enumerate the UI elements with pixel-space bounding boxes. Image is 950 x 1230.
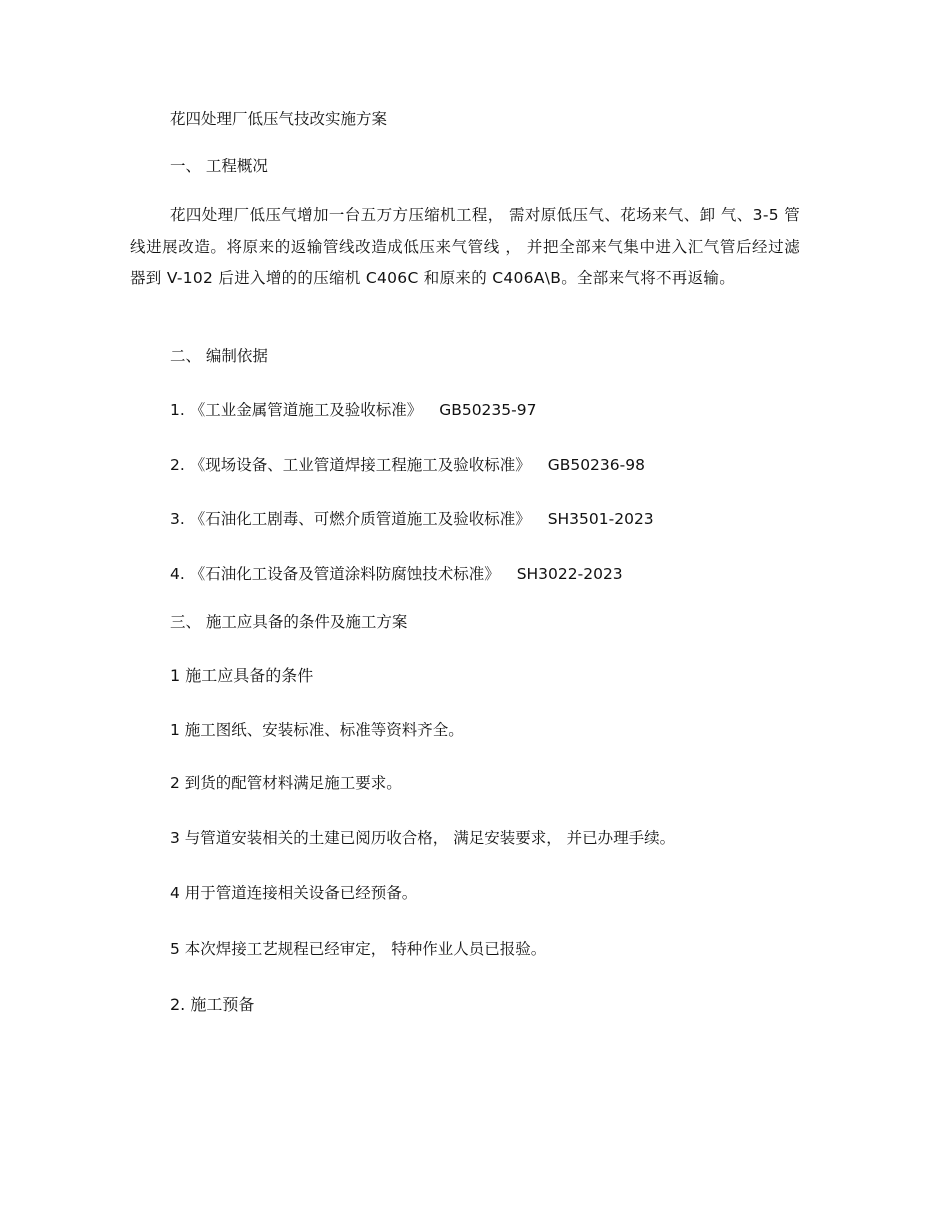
condition-item: 2 到货的配管材料满足施工要求。 — [170, 774, 402, 792]
reference-item — [170, 564, 623, 584]
document-title: 花四处理厂低压气技改实施方案 — [170, 110, 388, 128]
reference-number: 3. — [170, 510, 185, 528]
reference-item — [170, 400, 536, 420]
reference-title: 《现场设备、工业管道焊接工程施工及验收标准》 — [189, 456, 531, 474]
condition-item: 1 施工图纸、安装标准、标准等资料齐全。 — [170, 721, 464, 739]
section-heading-conditions: 三、 施工应具备的条件及施工方案 — [170, 613, 408, 631]
overview-paragraph: 花四处理厂低压气增加一台五万方压缩机工程， 需对原低压气、花场来气、卸 气、3-5 管线进展改造。将原来的返输管线改造成低压来气管线 ， 并把全部来气集中进入汇气管后经过滤器到 V-102 后进入增的的压缩机 C406C 和原来的 C406A\B。全部来气将不再返输。 — [130, 206, 800, 287]
reference-code: GB50235-97 — [439, 401, 537, 419]
reference-code: GB50236-98 — [547, 456, 645, 474]
reference-title: 《石油化工剧毒、可燃介质管道施工及验收标准》 — [189, 510, 531, 528]
condition-item: 5 本次焊接工艺规程已经审定， 特种作业人员已报验。 — [170, 940, 547, 958]
condition-item: 3 与管道安装相关的土建已阅历收合格， 满足安装要求， 并已办理手续。 — [170, 829, 676, 847]
subsection-heading: 1 施工应具备的条件 — [170, 666, 314, 685]
reference-number: 4. — [170, 565, 185, 583]
section-heading-overview: 一、 工程概况 — [170, 157, 268, 175]
reference-title: 《石油化工设备及管道涂料防腐蚀技术标准》 — [189, 565, 500, 583]
reference-item — [170, 455, 645, 475]
reference-number: 1. — [170, 401, 185, 419]
reference-number: 2. — [170, 456, 185, 474]
reference-title: 《工业金属管道施工及验收标准》 — [189, 401, 423, 419]
subsection-heading: 2. 施工预备 — [170, 995, 255, 1014]
reference-code: SH3501-2023 — [547, 510, 654, 528]
reference-item — [170, 509, 654, 529]
condition-item: 4 用于管道连接相关设备已经预备。 — [170, 884, 418, 902]
reference-code: SH3022-2023 — [516, 565, 623, 583]
section-heading-basis: 二、 编制依据 — [170, 347, 268, 365]
